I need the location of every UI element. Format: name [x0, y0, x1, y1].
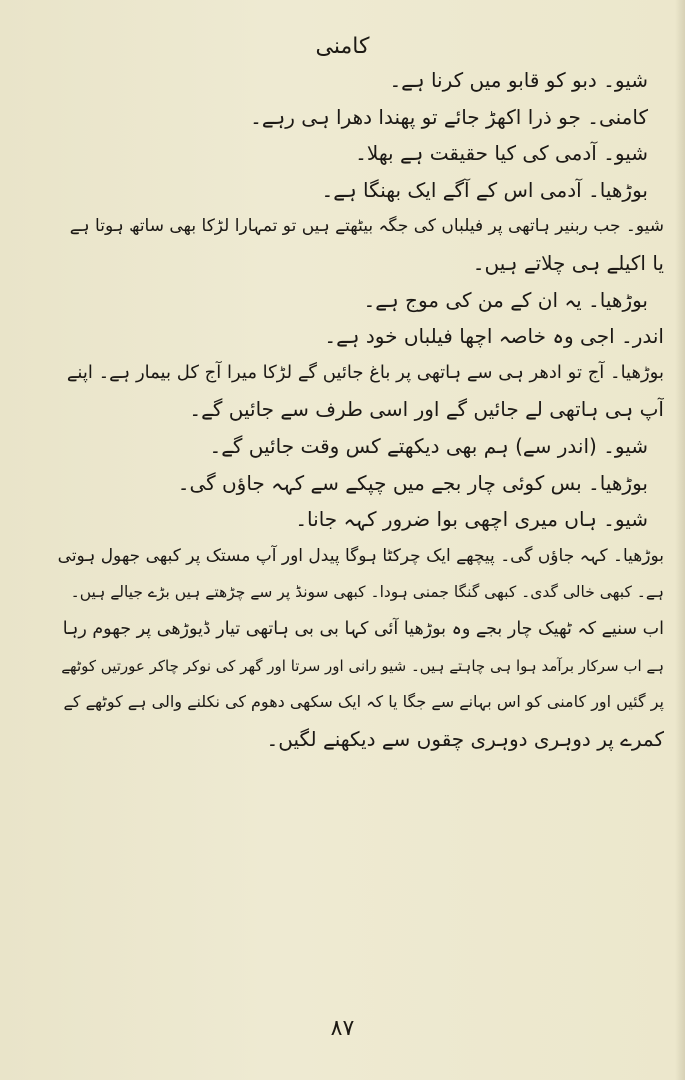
text-line: شیو۔ (اندر سے) ہم بھی دیکھتے کس وقت جائیں گے۔ — [209, 433, 648, 458]
text-line: اب سنیے کہ ٹھیک چار بجے وہ بوڑھیا آئی کہا بی بی ہاتھی تیار ڈیوڑھی پر جھوم رہا — [62, 618, 664, 639]
text-line: اندر۔ اجی وہ خاصہ اچھا فیلباں خود ہے۔ — [324, 324, 664, 349]
text-line: پر گئیں اور کامنی کو اس بہانے سے جگا یا کہ ایک سکھی دھوم کی نکلنے والی ہے کوٹھے کے — [63, 692, 664, 712]
text-line: کامنی۔ جو ذرا اکھڑ جائے تو پھندا دھرا ہی رہے۔ — [250, 104, 648, 129]
text-line: ہے۔ کبھی خالی گدی۔ کبھی گنگا جمنی ہودا۔ کبھی سونڈ پر سے چڑھتے ہیں بڑے جیالے ہیں۔ — [70, 583, 664, 602]
text-line: آپ ہی ہاتھی لے جائیں گے اور اسی طرف سے جائیں گے۔ — [189, 397, 664, 422]
text-line: کمرے پر دوہری دوہری چقوں سے دیکھنے لگیں۔ — [266, 726, 664, 751]
text-line: شیو۔ جب ربنیر ہاتھی پر فیلباں کی جگہ بیٹھتے ہیں تو تمہارا لڑکا بھی ساتھ ہوتا ہے — [69, 216, 664, 237]
text-line: شیو۔ ہاں میری اچھی بوا ضرور کہہ جانا۔ — [295, 507, 648, 532]
text-line: بوڑھیا۔ کہہ جاؤں گی۔ پیچھے ایک چرکٹا ہوگا پیدل اور آپ مستک پر کبھی جھول ہوتی — [57, 545, 664, 566]
text-line: یا اکیلے ہی چلاتے ہیں۔ — [472, 250, 664, 275]
text-line: شیو۔ آدمی کی کیا حقیقت ہے بھلا۔ — [355, 141, 648, 166]
running-header: کامنی — [315, 34, 370, 59]
text-line: ہے اب سرکار برآمد ہوا ہی چاہتے ہیں۔ شیو رانی اور سرتا اور گھر کی نوکر چاکر عورتیں کوٹھے — [61, 656, 664, 675]
page-edge-shadow — [675, 0, 685, 1080]
text-line: شیو۔ دبو کو قابو میں کرنا ہے۔ — [389, 68, 648, 92]
page-number: ۸۷ — [330, 1016, 355, 1041]
text-line: بوڑھیا۔ آج تو ادھر ہی سے ہاتھی پر باغ جائیں گے لڑکا میرا آج کل بیمار ہے۔ اپنے — [66, 361, 664, 383]
text-line: بوڑھیا۔ بس کوئی چار بجے میں چپکے سے کہہ جاؤں گی۔ — [177, 470, 648, 495]
text-line: بوڑھیا۔ آدمی اس کے آگے ایک بھنگا ہے۔ — [321, 177, 648, 202]
text-line: بوڑھیا۔ یہ ان کے من کی موج ہے۔ — [363, 287, 648, 312]
body-text — [54, 62, 664, 757]
